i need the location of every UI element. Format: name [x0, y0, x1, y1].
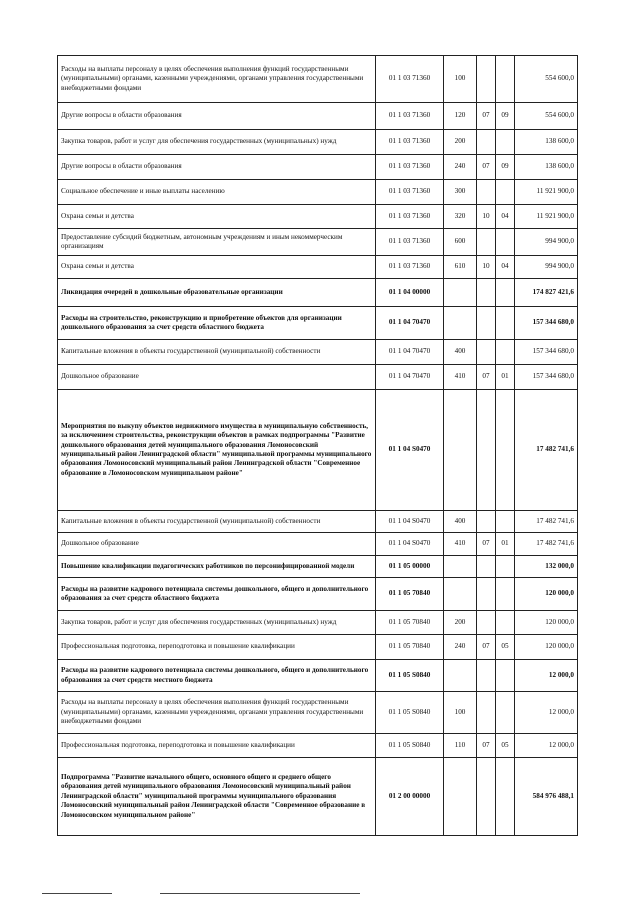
- row-code: 01 1 03 71360: [376, 180, 444, 205]
- row-section: 07: [477, 155, 496, 180]
- row-code: 01 1 03 71360: [376, 103, 444, 130]
- row-subsection: [496, 390, 515, 511]
- table-row: [58, 279, 578, 307]
- row-section: [477, 229, 496, 256]
- table-row: [58, 511, 578, 533]
- row-expense-type: [444, 279, 477, 307]
- row-subsection: 04: [496, 256, 515, 279]
- row-subsection: [496, 180, 515, 205]
- row-amount: 994 900,0: [515, 256, 578, 279]
- row-code: 01 1 05 70840: [376, 611, 444, 635]
- row-subsection: [496, 229, 515, 256]
- row-name: Капитальные вложения в объекты государственной (муниципальной) собственности: [58, 340, 376, 365]
- row-expense-type: 400: [444, 340, 477, 365]
- row-amount: 12 000,0: [515, 734, 578, 758]
- row-expense-type: [444, 390, 477, 511]
- row-name: Подпрограмма "Развитие начального общего, основного общего и среднего общего образования детей муниципального образования Ломоносовский муниципальный район Ленинградской области" муниципальной программы муниципального образования Ломоносовский муниципальный район Ленинградской области "Современное образование в Ломоносовском муниципальном районе": [58, 758, 376, 836]
- row-amount: 157 344 680,0: [515, 365, 578, 390]
- row-section: [477, 511, 496, 533]
- table-row: [58, 256, 578, 279]
- table-row: [58, 390, 578, 511]
- table-row: [58, 533, 578, 556]
- row-subsection: [496, 578, 515, 611]
- row-subsection: 09: [496, 103, 515, 130]
- row-name: Ликвидация очередей в дошкольные образовательные организации: [58, 279, 376, 307]
- row-expense-type: 610: [444, 256, 477, 279]
- row-subsection: [496, 660, 515, 692]
- row-expense-type: [444, 758, 477, 836]
- row-subsection: [496, 340, 515, 365]
- table-row: [58, 758, 578, 836]
- row-code: 01 1 04 S0470: [376, 533, 444, 556]
- row-amount: 174 827 421,6: [515, 279, 578, 307]
- row-subsection: 04: [496, 205, 515, 229]
- row-subsection: 01: [496, 533, 515, 556]
- table-row: [58, 692, 578, 734]
- row-amount: 12 000,0: [515, 692, 578, 734]
- table-row: [58, 556, 578, 578]
- row-expense-type: 410: [444, 533, 477, 556]
- row-code: 01 1 05 S0840: [376, 734, 444, 758]
- row-name: Мероприятия по выкупу объектов недвижимого имущества в муниципальную собственность, за исключением строительства, реконструкции объектов в рамках подпрограммы "Развитие дошкольного образования детей муниципального образования Ломоносовский муниципальный район Ленинградской области" муниципальной программы муниципального образования Ломоносовский муниципальный район Ленинградской области "Современное образование в Ломоносовском муниципальном районе": [58, 390, 376, 511]
- row-amount: 138 600,0: [515, 155, 578, 180]
- row-code: 01 1 04 70470: [376, 340, 444, 365]
- table-row: [58, 611, 578, 635]
- row-name: Профессиональная подготовка, переподготовка и повышение квалификации: [58, 734, 376, 758]
- table-row: [58, 307, 578, 340]
- row-name: Охрана семьи и детства: [58, 256, 376, 279]
- table-row: [58, 660, 578, 692]
- table-row: [58, 205, 578, 229]
- row-section: [477, 279, 496, 307]
- table-row: [58, 229, 578, 256]
- table-row: [58, 340, 578, 365]
- row-section: [477, 692, 496, 734]
- row-name: Социальное обеспечение и иные выплаты населению: [58, 180, 376, 205]
- row-subsection: [496, 758, 515, 836]
- row-name: Другие вопросы в области образования: [58, 103, 376, 130]
- row-amount: 584 976 488,1: [515, 758, 578, 836]
- row-expense-type: 110: [444, 734, 477, 758]
- row-name: Дошкольное образование: [58, 365, 376, 390]
- table-row: [58, 155, 578, 180]
- row-section: [477, 340, 496, 365]
- row-code: 01 1 03 71360: [376, 229, 444, 256]
- row-amount: 138 600,0: [515, 130, 578, 155]
- budget-table-body: [58, 56, 578, 836]
- table-row: [58, 365, 578, 390]
- row-name: Закупка товаров, работ и услуг для обеспечения государственных (муниципальных) нужд: [58, 130, 376, 155]
- row-name: Капитальные вложения в объекты государственной (муниципальной) собственности: [58, 511, 376, 533]
- row-amount: 12 000,0: [515, 660, 578, 692]
- row-name: Расходы на выплаты персоналу в целях обеспечения выполнения функций государственными (муниципальными) органами, казенными учреждениями, органами управления государственными внебюджетными фондами: [58, 56, 376, 103]
- row-code: 01 1 04 00000: [376, 279, 444, 307]
- row-code: 01 1 05 S0840: [376, 660, 444, 692]
- row-code: 01 1 03 71360: [376, 256, 444, 279]
- row-code: 01 1 03 71360: [376, 130, 444, 155]
- row-expense-type: [444, 578, 477, 611]
- table-row: [58, 180, 578, 205]
- row-code: 01 1 04 70470: [376, 365, 444, 390]
- row-code: 01 1 05 S0840: [376, 692, 444, 734]
- row-amount: 11 921 900,0: [515, 205, 578, 229]
- row-amount: 157 344 680,0: [515, 340, 578, 365]
- row-section: [477, 307, 496, 340]
- row-subsection: [496, 307, 515, 340]
- row-section: 10: [477, 256, 496, 279]
- row-section: 07: [477, 365, 496, 390]
- row-subsection: [496, 556, 515, 578]
- row-amount: 17 482 741,6: [515, 390, 578, 511]
- row-expense-type: 240: [444, 155, 477, 180]
- row-expense-type: [444, 307, 477, 340]
- row-section: 07: [477, 635, 496, 660]
- row-amount: 554 600,0: [515, 103, 578, 130]
- row-subsection: [496, 279, 515, 307]
- row-section: 10: [477, 205, 496, 229]
- table-row: [58, 734, 578, 758]
- row-name: Охрана семьи и детства: [58, 205, 376, 229]
- row-section: 07: [477, 533, 496, 556]
- table-row: [58, 103, 578, 130]
- row-subsection: 01: [496, 365, 515, 390]
- row-expense-type: 400: [444, 511, 477, 533]
- row-section: [477, 390, 496, 511]
- row-amount: 120 000,0: [515, 578, 578, 611]
- table-row: [58, 56, 578, 103]
- row-subsection: [496, 511, 515, 533]
- row-code: 01 1 05 70840: [376, 578, 444, 611]
- row-amount: 554 600,0: [515, 56, 578, 103]
- row-code: 01 1 03 71360: [376, 205, 444, 229]
- row-section: 07: [477, 103, 496, 130]
- row-section: [477, 180, 496, 205]
- row-expense-type: 600: [444, 229, 477, 256]
- row-amount: 120 000,0: [515, 611, 578, 635]
- row-section: [477, 660, 496, 692]
- row-code: 01 1 05 70840: [376, 635, 444, 660]
- row-code: 01 2 00 00000: [376, 758, 444, 836]
- budget-table: [57, 55, 578, 836]
- row-amount: 11 921 900,0: [515, 180, 578, 205]
- row-subsection: [496, 130, 515, 155]
- row-name: Расходы на строительство, реконструкцию и приобретение объектов для организации дошкольного образования за счет средств областного бюджета: [58, 307, 376, 340]
- row-section: [477, 611, 496, 635]
- row-amount: 994 900,0: [515, 229, 578, 256]
- footer-rule-right: [160, 893, 360, 894]
- row-section: [477, 556, 496, 578]
- row-section: [477, 578, 496, 611]
- row-amount: 120 000,0: [515, 635, 578, 660]
- row-name: Предоставление субсидий бюджетным, автономным учреждениям и иным некоммерческим организациям: [58, 229, 376, 256]
- row-code: 01 1 04 S0470: [376, 511, 444, 533]
- row-amount: 132 000,0: [515, 556, 578, 578]
- row-expense-type: 410: [444, 365, 477, 390]
- row-name: Профессиональная подготовка, переподготовка и повышение квалификации: [58, 635, 376, 660]
- row-name: Расходы на развитие кадрового потенциала системы дошкольного, общего и дополнительного образования за счет средств местного бюджета: [58, 660, 376, 692]
- row-section: 07: [477, 734, 496, 758]
- table-row: [58, 578, 578, 611]
- row-section: [477, 130, 496, 155]
- table-row: [58, 130, 578, 155]
- row-subsection: [496, 56, 515, 103]
- row-subsection: 05: [496, 734, 515, 758]
- table-row: [58, 635, 578, 660]
- row-subsection: 05: [496, 635, 515, 660]
- row-name: Другие вопросы в области образования: [58, 155, 376, 180]
- row-code: 01 1 05 00000: [376, 556, 444, 578]
- row-code: 01 1 04 S0470: [376, 390, 444, 511]
- row-subsection: [496, 692, 515, 734]
- row-name: Дошкольное образование: [58, 533, 376, 556]
- row-subsection: [496, 611, 515, 635]
- row-section: [477, 56, 496, 103]
- row-name: Закупка товаров, работ и услуг для обеспечения государственных (муниципальных) нужд: [58, 611, 376, 635]
- row-amount: 17 482 741,6: [515, 511, 578, 533]
- row-expense-type: 320: [444, 205, 477, 229]
- row-expense-type: 200: [444, 611, 477, 635]
- row-expense-type: 100: [444, 56, 477, 103]
- row-code: 01 1 04 70470: [376, 307, 444, 340]
- row-code: 01 1 03 71360: [376, 155, 444, 180]
- row-name: Расходы на развитие кадрового потенциала системы дошкольного, общего и дополнительного образования за счет средств областного бюджета: [58, 578, 376, 611]
- row-name: Повышение квалификации педагогических работников по персонифицированной модели: [58, 556, 376, 578]
- row-expense-type: 240: [444, 635, 477, 660]
- row-amount: 17 482 741,6: [515, 533, 578, 556]
- row-expense-type: 100: [444, 692, 477, 734]
- row-expense-type: 300: [444, 180, 477, 205]
- row-expense-type: [444, 660, 477, 692]
- row-expense-type: 120: [444, 103, 477, 130]
- row-amount: 157 344 680,0: [515, 307, 578, 340]
- row-code: 01 1 03 71360: [376, 56, 444, 103]
- row-expense-type: [444, 556, 477, 578]
- row-section: [477, 758, 496, 836]
- row-expense-type: 200: [444, 130, 477, 155]
- row-name: Расходы на выплаты персоналу в целях обеспечения выполнения функций государственными (муниципальными) органами, казенными учреждениями, органами управления государственными внебюджетными фондами: [58, 692, 376, 734]
- footer-rule-left: [42, 893, 112, 894]
- row-subsection: 09: [496, 155, 515, 180]
